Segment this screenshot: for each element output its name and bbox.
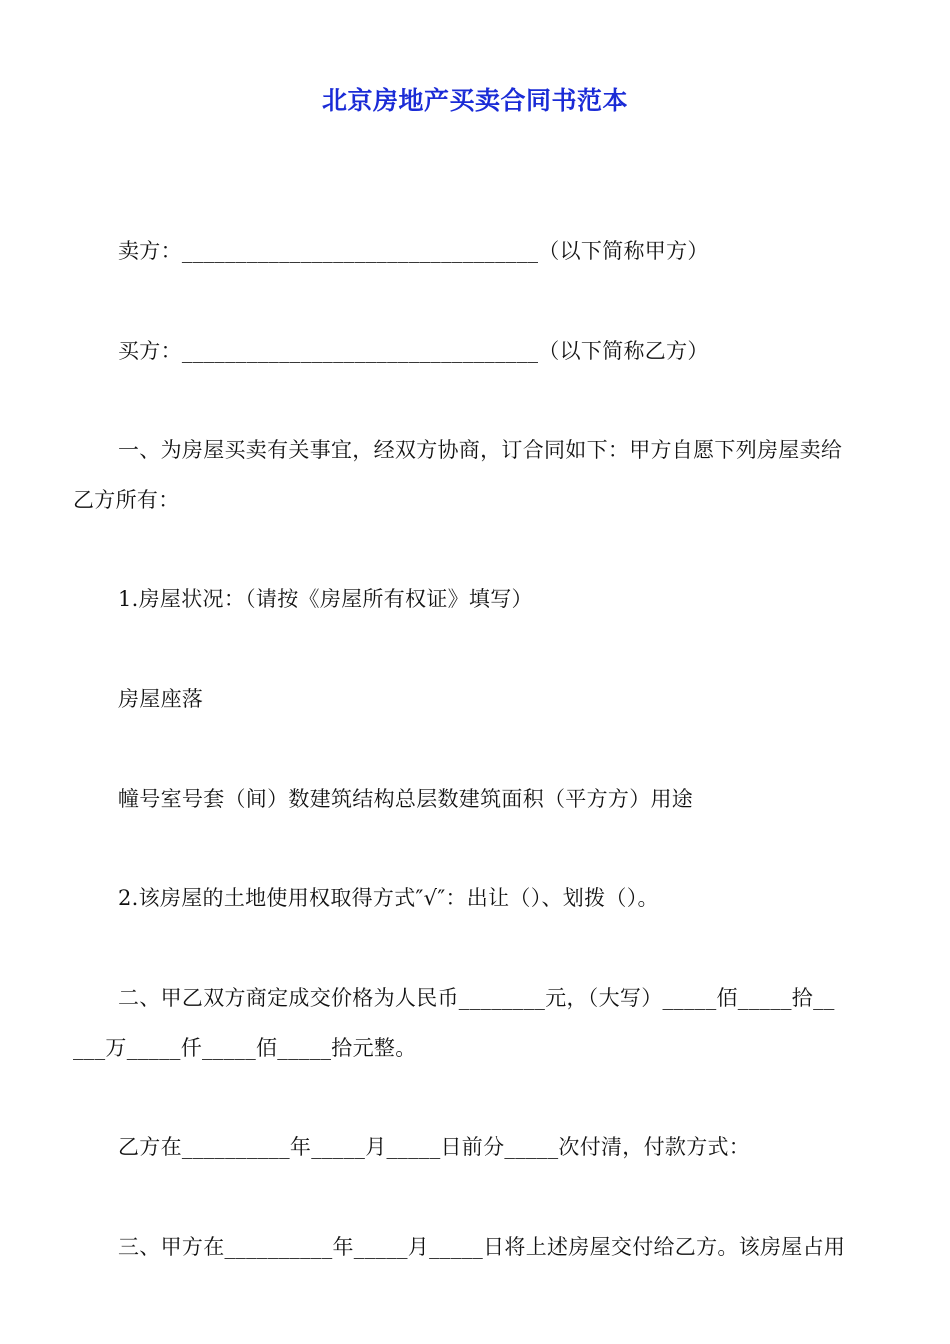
clause-2-price: 二、甲乙双方商定成交价格为人民币________元，（大写）_____佰_____拾__	[118, 986, 835, 1010]
clause-2-price-cont: ___万_____仟_____佰_____拾元整。	[73, 1036, 417, 1060]
seller-line: 卖方：_________________________________（以下简称甲方）	[118, 239, 709, 263]
clause-3-delivery: 三、甲方在__________年_____月_____日将上述房屋交付给乙方。该房屋占用	[118, 1235, 846, 1259]
house-status-line: 1.房屋状况：（请按《房屋所有权证》填写）	[118, 587, 533, 611]
buyer-line: 买方：_________________________________（以下简称乙方）	[118, 339, 709, 363]
clause-1-intro: 一、为房屋买卖有关事宜，经双方协商，订合同如下：甲方自愿下列房屋卖给	[118, 438, 843, 462]
document-title: 北京房地产买卖合同书范本	[321, 86, 628, 115]
house-detail-line: 幢号室号套（间）数建筑结构总层数建筑面积（平方方）用途	[118, 787, 694, 811]
house-location-line: 房屋座落	[118, 687, 204, 711]
payment-line: 乙方在__________年_____月_____日前分_____次付清，付款方式：	[118, 1135, 751, 1159]
land-use-line: 2.该房屋的土地使用权取得方式″√″：出让（）、划拨（）。	[118, 886, 659, 910]
clause-1-intro-cont: 乙方所有：	[73, 488, 180, 512]
